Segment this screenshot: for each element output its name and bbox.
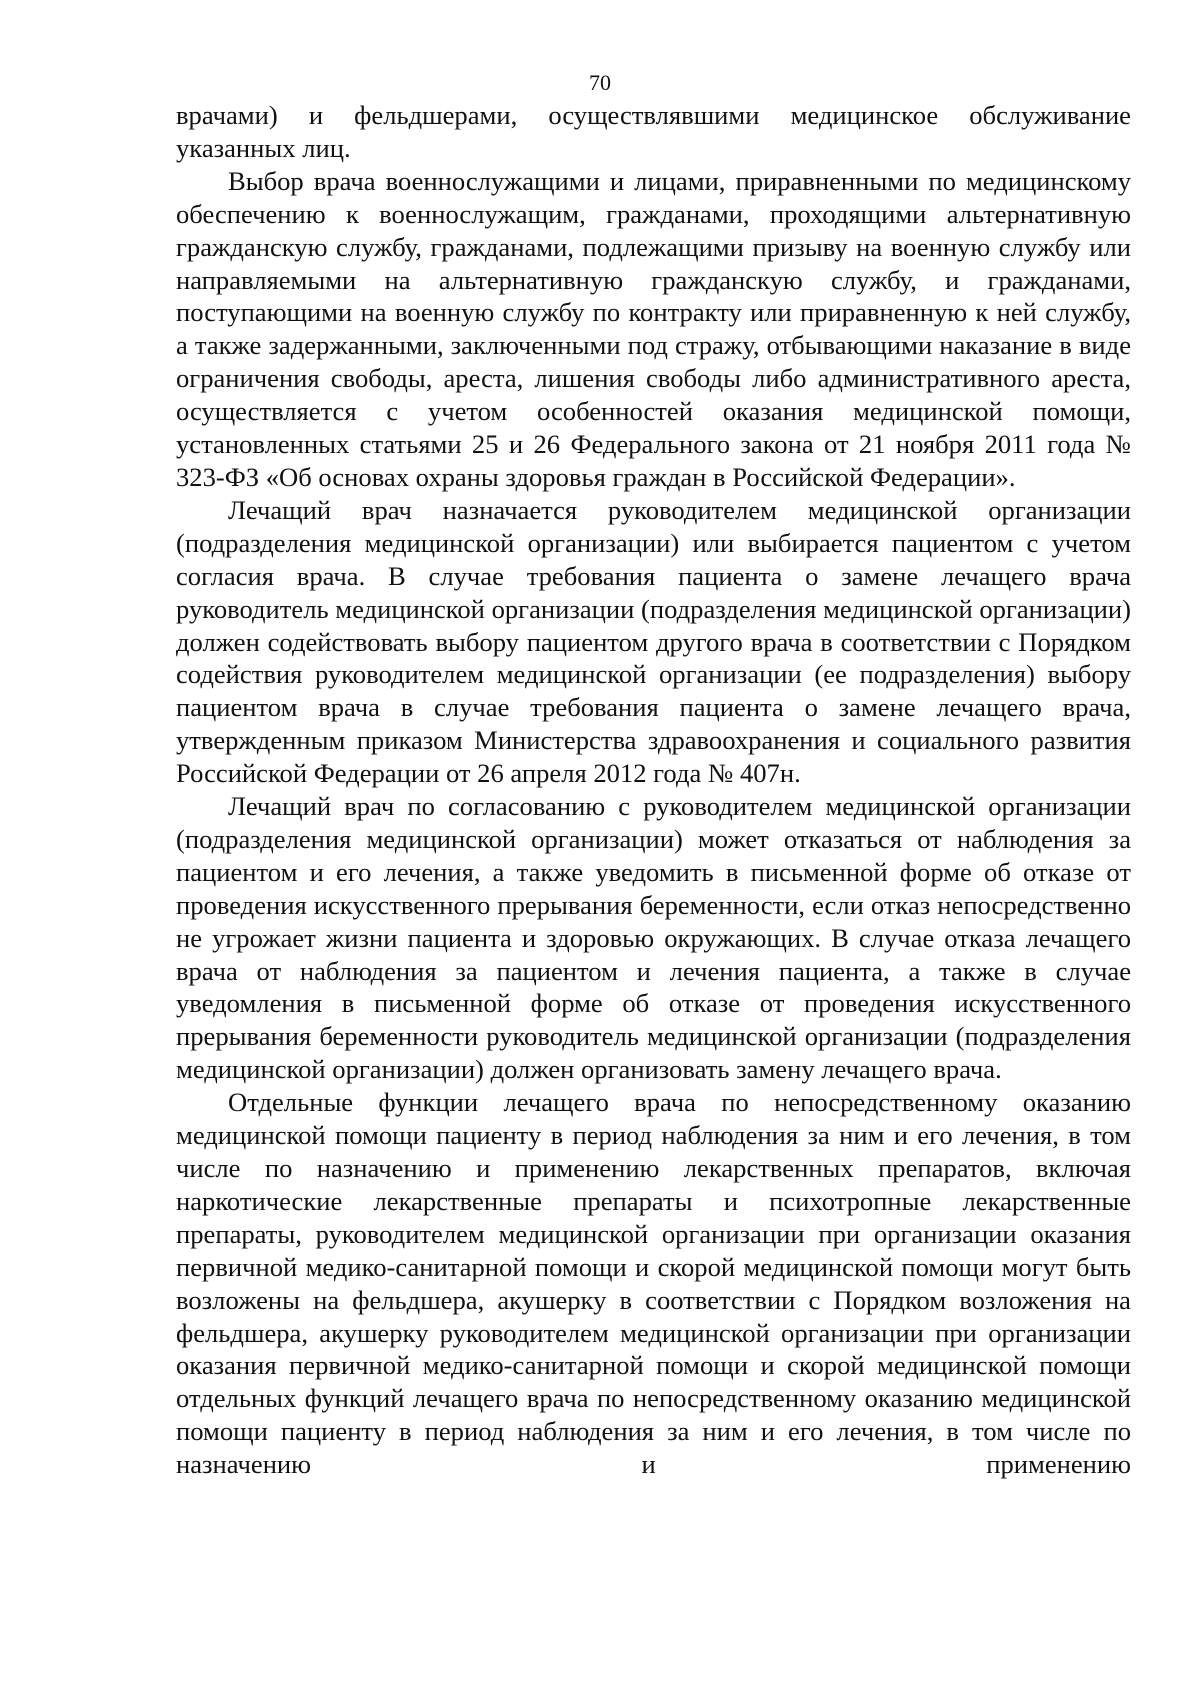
paragraph-attending-doctor-appointment: Лечащий врач назначается руководителем медицинской организации (подразделения медицинской организации) или выбирается пациентом с учетом согласия врача. В случае требования пациента о замене лечащего врача руководитель медицинской организации (подразделения медицинской организации) должен содействовать выбору пациентом другого врача в соответствии с Порядком содействия руководителем медицинской организации (ее подразделения) выбору пациентом врача в случае требования пациента о замене лечащего врача, утвержденным приказом Министерства здравоохранения и социального развития Российской Федерации от 26 апреля 2012 года № 407н. xyxy=(176,494,1131,789)
paragraph-doctor-refusal: Лечащий врач по согласованию с руководителем медицинской организации (подразделения медицинской организации) может отказаться от наблюдения за пациентом и его лечения, а также уведомить в письменной форме об отказе от проведения искусственного прерывания беременности, если отказ непосредственно не угрожает жизни пациента и здоровью окружающих. В случае отказа лечащего врача от наблюдения за пациентом и лечения пациента, а также в случае уведомления в письменной форме об отказе от проведения искусственного прерывания беременности руководитель медицинской организации (подразделения медицинской организации) должен организовать замену лечащего врача. xyxy=(176,791,1131,1085)
document-body xyxy=(176,99,1131,1481)
page-number: 70 xyxy=(589,70,611,95)
paragraph-delegated-functions: Отдельные функции лечащего врача по непосредственному оказанию медицинской помощи пациенту в период наблюдения за ним и его лечения, в том числе по назначению и применению лекарственных препаратов, включая наркотические лекарственные препараты и психотропные лекарственные препараты, руководителем медицинской организации при организации оказания первичной медико-санитарной помощи и скорой медицинской помощи могут быть возложены на фельдшера, акушерку в соответствии с Порядком возложения на фельдшера, акушерку руководителем медицинской организации при организации оказания первичной медико-санитарной помощи и скорой медицинской помощи отдельных функций лечащего врача по непосредственному оказанию медицинской помощи пациенту в период наблюдения за ним и его лечения, в том числе по назначению и применению xyxy=(176,1087,1131,1480)
paragraph-doctor-choice-military: Выбор врача военнослужащими и лицами, приравненными по медицинскому обеспечению к военнослужащим, гражданами, проходящими альтернативную гражданскую службу, гражданами, подлежащими призыву на военную службу или направляемыми на альтернативную гражданскую службу, и гражданами, поступающими на военную службу по контракту или приравненную к ней службу, а также задержанными, заключенными под стражу, отбывающими наказание в виде ограничения свободы, ареста, лишения свободы либо административного ареста, осуществляется с учетом особенностей оказания медицинской помощи, установленных статьями 25 и 26 Федерального закона от 21 ноября 2011 года № 323-ФЗ «Об основах охраны здоровья граждан в Российской Федерации». xyxy=(176,165,1131,492)
paragraph-continuation: врачами) и фельдшерами, осуществлявшими медицинское обслуживание указанных лиц. xyxy=(176,100,1131,163)
